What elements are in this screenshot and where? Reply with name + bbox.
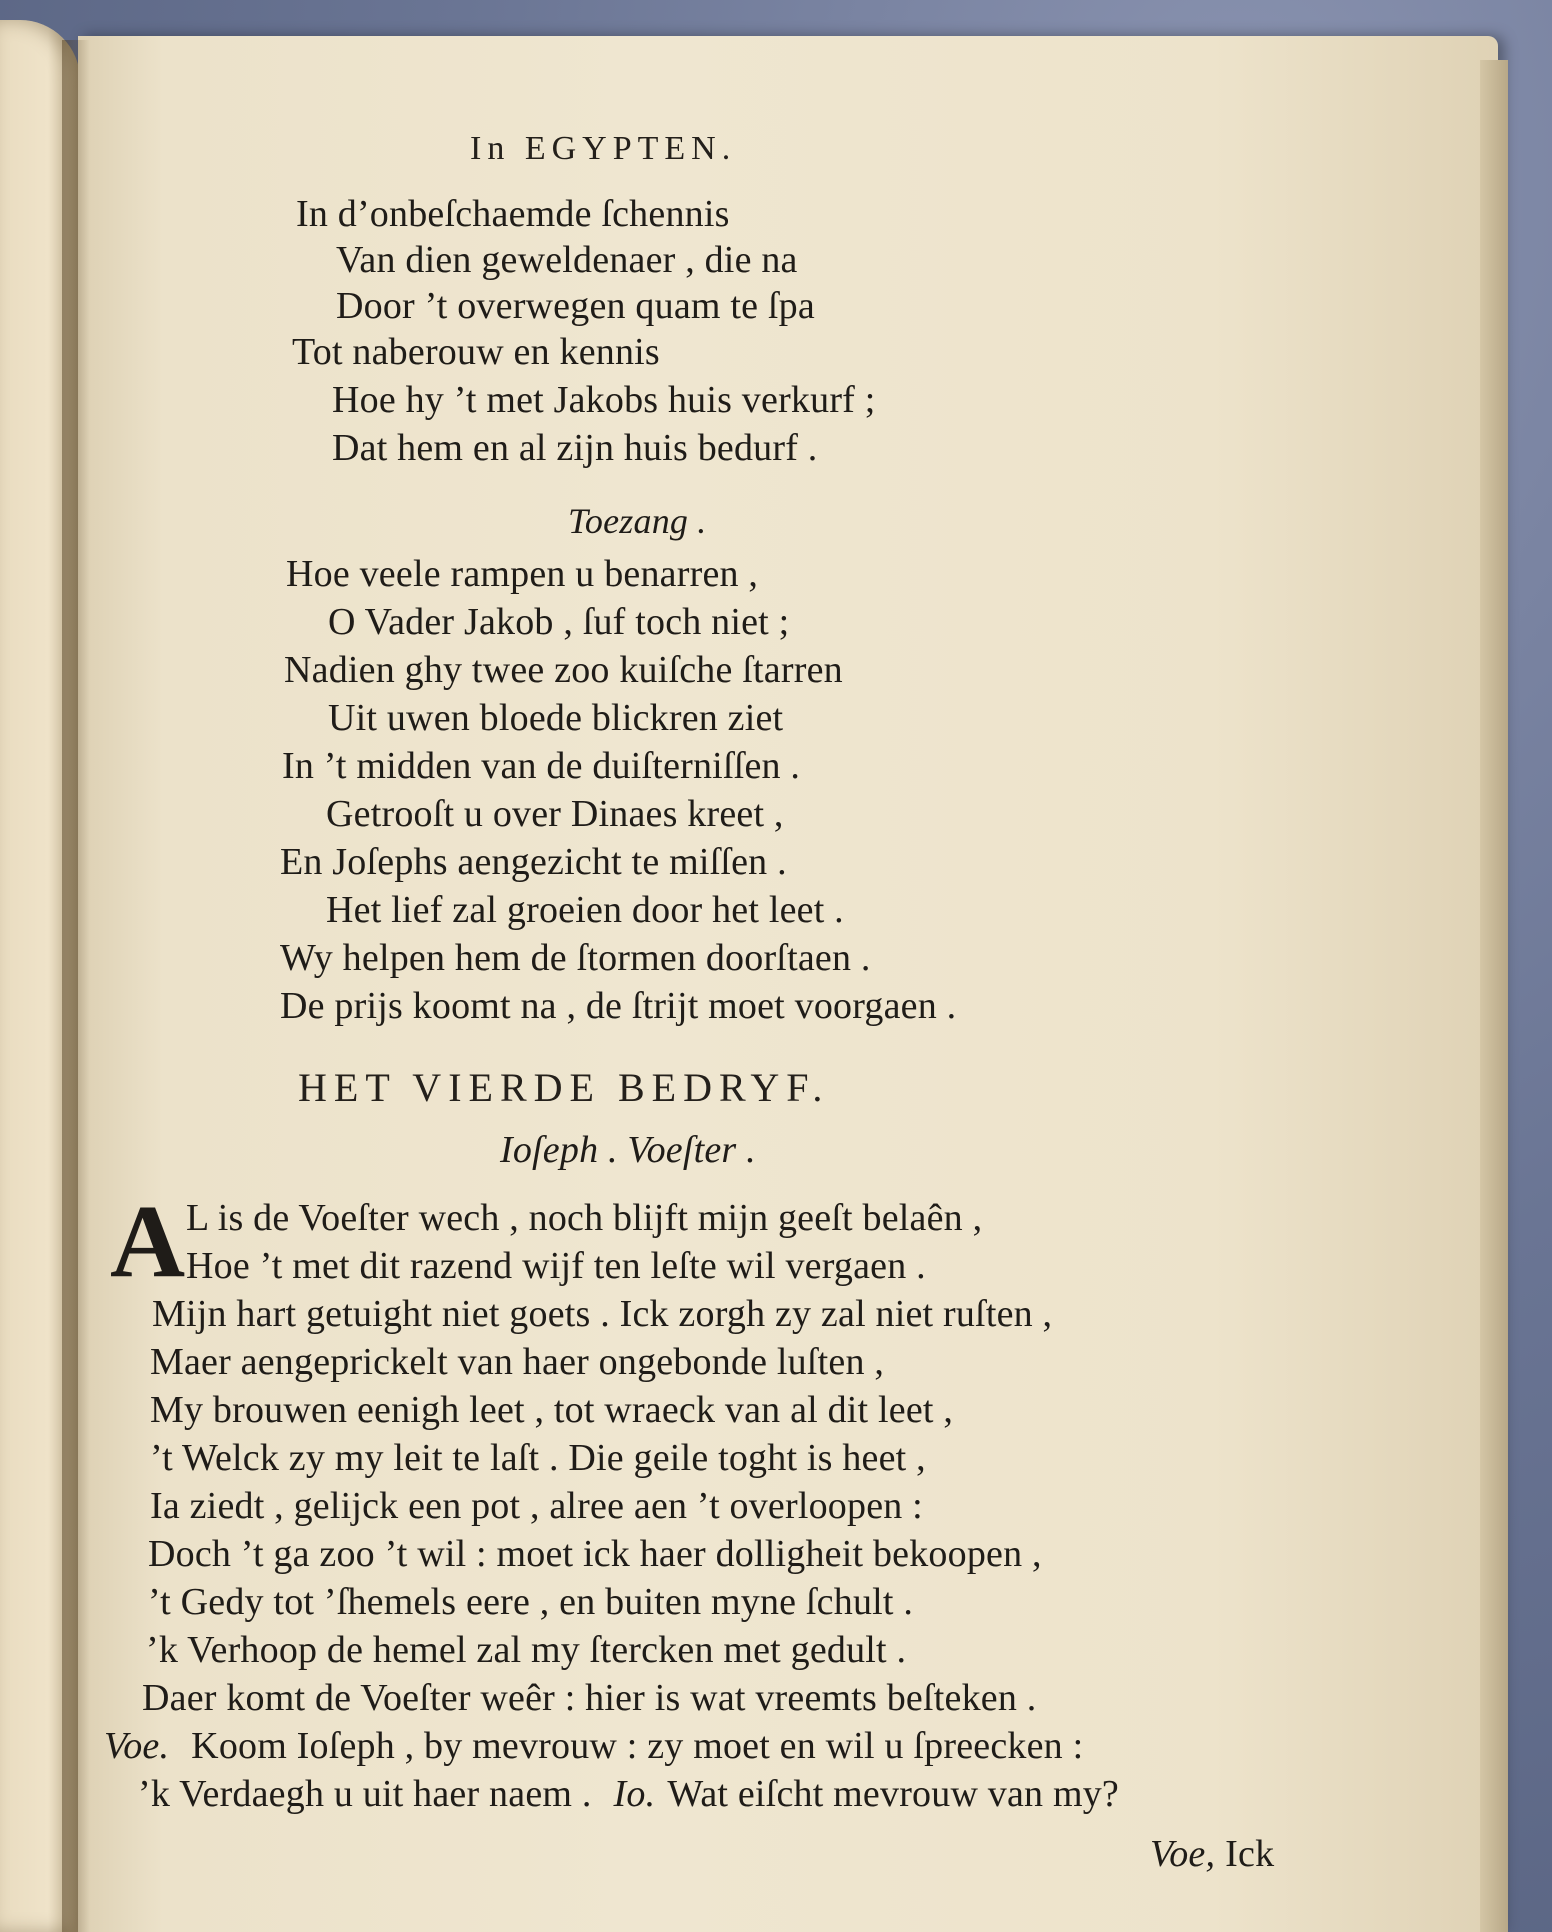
character-list: Ioſeph . Voeſter . — [500, 1129, 756, 1171]
page-stack-edge — [1480, 60, 1508, 1932]
toezang-heading: Toezang . — [568, 501, 707, 541]
verse-line: In ’t midden van de duiſterniſſen . — [282, 745, 801, 787]
verse-line: In d’onbeſchaemde ſchennis — [296, 193, 730, 235]
dialogue-text: Wat eiſcht mevrouw van my? — [667, 1773, 1119, 1815]
verse-line: De prijs koomt na , de ſtrijt moet voorgaen . — [280, 985, 957, 1027]
drop-cap: A — [110, 1184, 186, 1299]
verse-line: Dat hem en al zijn huis bedurf . — [332, 427, 818, 469]
verse-line: ’k Verhoop de hemel zal my ſtercken met gedult . — [146, 1629, 907, 1671]
catchword-speaker: Voe, — [1150, 1833, 1216, 1875]
catchword-text: Ick — [1225, 1833, 1275, 1875]
verse-line: Doch ’t ga zoo ’t wil : moet ick haer dolligheit bekoopen , — [148, 1533, 1042, 1575]
verse-line: Nadien ghy twee zoo kuiſche ſtarren — [284, 649, 843, 691]
running-header: In EGYPTEN. — [470, 130, 737, 167]
book-gutter — [62, 40, 90, 1932]
speaker-label: Voe. — [104, 1725, 170, 1767]
verse-line: Getrooſt u over Dinaes kreet , — [326, 793, 784, 835]
verse-line: Daer komt de Voeſter weêr : hier is wat vreemts beſteken . — [142, 1677, 1037, 1719]
verse-line: Tot naberouw en kennis — [292, 331, 660, 373]
verse-line: Maer aengeprickelt van haer ongebonde luſten , — [150, 1341, 885, 1383]
verse-line: My brouwen eenigh leet , tot wraeck van al dit leet , — [150, 1389, 954, 1431]
verse-line: Door ’t overwegen quam te ſpa — [336, 285, 815, 327]
verse-line: Van dien geweldenaer , die na — [336, 239, 798, 281]
verse-line: Wy helpen hem de ſtormen doorſtaen . — [280, 937, 871, 979]
act-title: HET VIERDE BEDRYF. — [298, 1065, 830, 1110]
dialogue-line — [138, 1772, 1119, 1816]
verse-line: Hoe hy ’t met Jakobs huis verkurf ; — [332, 379, 876, 421]
verse-line: ’t Gedy tot ’ſhemels eere , en buiten myne ſchult . — [148, 1581, 914, 1623]
verse-line: Hoe veele rampen u benarren , — [286, 553, 759, 595]
verse-line: Ia ziedt , gelijck een pot , alree aen ’t overloopen : — [150, 1485, 923, 1527]
verse-line: ’t Welck zy my leit te laſt . Die geile toght is heet , — [150, 1437, 926, 1479]
verse-line: Uit uwen bloede blickren ziet — [328, 697, 784, 739]
speaker-label: Io. — [613, 1773, 656, 1815]
catchword — [1150, 1832, 1274, 1876]
dialogue-text: ’k Verdaegh u uit haer naem . — [138, 1773, 592, 1815]
verse-line: En Joſephs aengezicht te miſſen . — [280, 841, 787, 883]
verse-line: O Vader Jakob , ſuf toch niet ; — [328, 601, 790, 643]
verse-line: Hoe ’t met dit razend wijf ten leſte wil vergaen . — [186, 1245, 926, 1287]
verse-line: Het lief zal groeien door het leet . — [326, 889, 844, 931]
dialogue-line — [104, 1724, 1083, 1768]
verse-line: L is de Voeſter wech , noch blijft mijn geeſt belaên , — [186, 1197, 983, 1239]
dialogue-text: Koom Ioſeph , by mevrouw : zy moet en wil u ſpreecken : — [191, 1725, 1084, 1767]
verse-line: Mijn hart getuight niet goets . Ick zorgh zy zal niet ruſten , — [152, 1293, 1053, 1335]
